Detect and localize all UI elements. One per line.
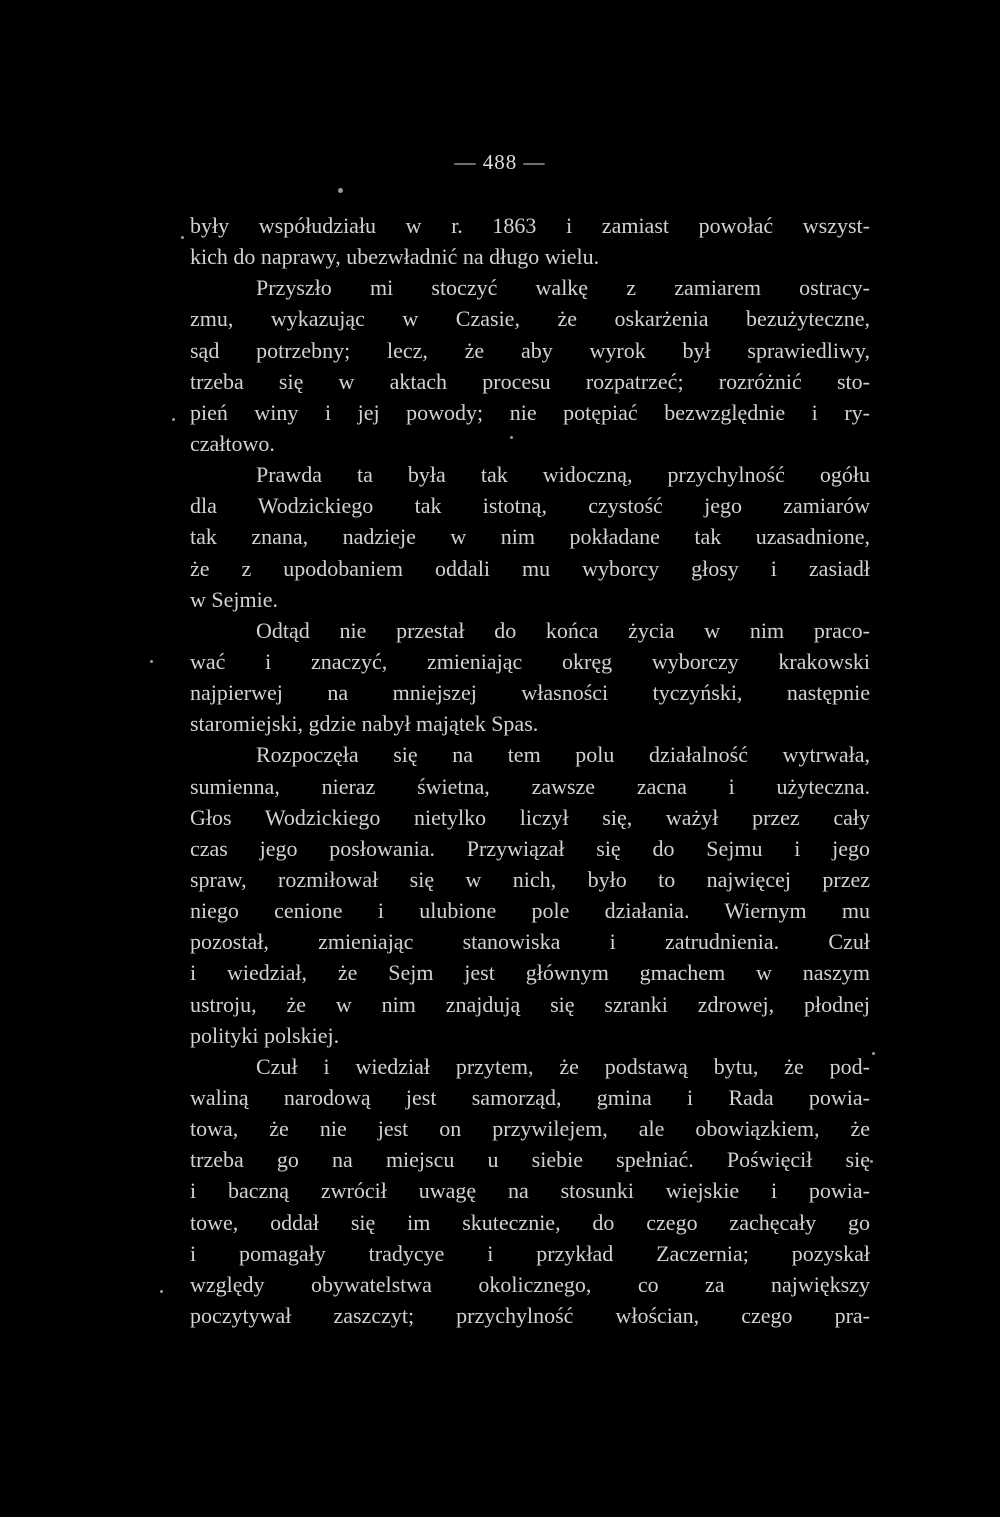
text-line: Prawda ta była tak widoczną, przychylność ogółu	[256, 462, 870, 488]
text-line: kich do naprawy, ubezwładnić na długo wielu.	[190, 244, 600, 270]
text-line: były współudziału w r. 1863 i zamiast powołać wszyst-	[190, 213, 870, 238]
scan-speck	[181, 236, 184, 239]
text-line: sumienna, nieraz świetna, zawsze zacna i użyteczna.	[190, 773, 870, 799]
text-line: Przyszło mi stoczyć walkę z zamiarem ostracy-	[256, 275, 870, 301]
text-line: towe, oddał się im skutecznie, do czego zachęcały go	[190, 1209, 870, 1235]
text-line: Rozpoczęła się na tem polu działalność wytrwała,	[256, 742, 870, 768]
text-line: względy obywatelstwa okolicznego, co za największy	[190, 1271, 870, 1297]
scan-speck	[172, 418, 175, 421]
text-line: Czuł i wiedział przytem, że podstawą bytu, że pod-	[256, 1053, 870, 1079]
text-line: i wiedział, że Sejm jest głównym gmachem w naszym	[190, 960, 870, 986]
text-line: zmu, wykazując w Czasie, że oskarżenia bezużyteczne,	[190, 306, 870, 332]
text-line: polityki polskiej.	[190, 1022, 340, 1048]
text-line: dla Wodzickiego tak istotną, czystość jego zamiarów	[190, 493, 870, 519]
text-line: że z upodobaniem oddali mu wyborcy głosy i zasiadł	[190, 555, 870, 581]
body-text	[190, 210, 870, 1331]
text-line: pozostał, zmieniając stanowiska i zatrudnienia. Czuł	[190, 929, 870, 955]
page-number: — 488 —	[454, 150, 546, 174]
text-line: pień winy i jej powody; nie potępiać bezwzględnie i ry-	[190, 399, 870, 425]
text-line: spraw, rozmiłował się w nich, było to najwięcej przez	[190, 866, 870, 892]
text-line: Głos Wodzickiego nietylko liczył się, ważył przez cały	[190, 804, 870, 830]
text-line: i pomagały tradycye i przykład Zaczernia; pozyskał	[190, 1240, 870, 1266]
scan-speck	[150, 660, 153, 663]
text-line: staromiejski, gdzie nabył majątek Spas.	[190, 711, 539, 737]
scan-speck	[338, 188, 343, 193]
text-line: tak znana, nadzieje w nim pokładane tak uzasadnione,	[190, 524, 870, 550]
text-line: niego cenione i ulubione pole działania. Wiernym mu	[190, 898, 870, 924]
text-line: w Sejmie.	[190, 586, 278, 612]
text-line: wać i znaczyć, zmieniając okręg wyborczy krakowski	[190, 648, 870, 674]
text-line: trzeba się w aktach procesu rozpatrzeć; rozróżnić sto-	[190, 368, 870, 394]
text-line: czałtowo.	[190, 430, 275, 456]
text-line: trzeba go na miejscu u siebie spełniać. Poświęcił się	[190, 1147, 870, 1173]
text-line: towa, że nie jest on przywilejem, ale obowiązkiem, że	[190, 1116, 870, 1142]
text-line: Odtąd nie przestał do końca życia w nim praco-	[256, 617, 870, 643]
text-line: waliną narodową jest samorząd, gmina i Rada powia-	[190, 1084, 870, 1110]
text-line: najpierwej na mniejszej własności tyczyński, następnie	[190, 680, 870, 706]
text-line: czas jego posłowania. Przywiązał się do Sejmu i jego	[190, 835, 870, 861]
scan-speck	[510, 436, 513, 439]
scan-speck	[160, 1290, 163, 1293]
scan-speck	[870, 1160, 873, 1163]
text-line: i baczną zwrócił uwagę na stosunki wiejskie i powia-	[190, 1178, 870, 1204]
text-line: ustroju, że w nim znajdują się szranki zdrowej, płodnej	[190, 991, 870, 1017]
scan-speck	[872, 1052, 875, 1055]
text-line: sąd potrzebny; lecz, że aby wyrok był sprawiedliwy,	[190, 337, 870, 363]
text-line: poczytywał zaszczyt; przychylność włościan, czego pra-	[190, 1302, 870, 1328]
